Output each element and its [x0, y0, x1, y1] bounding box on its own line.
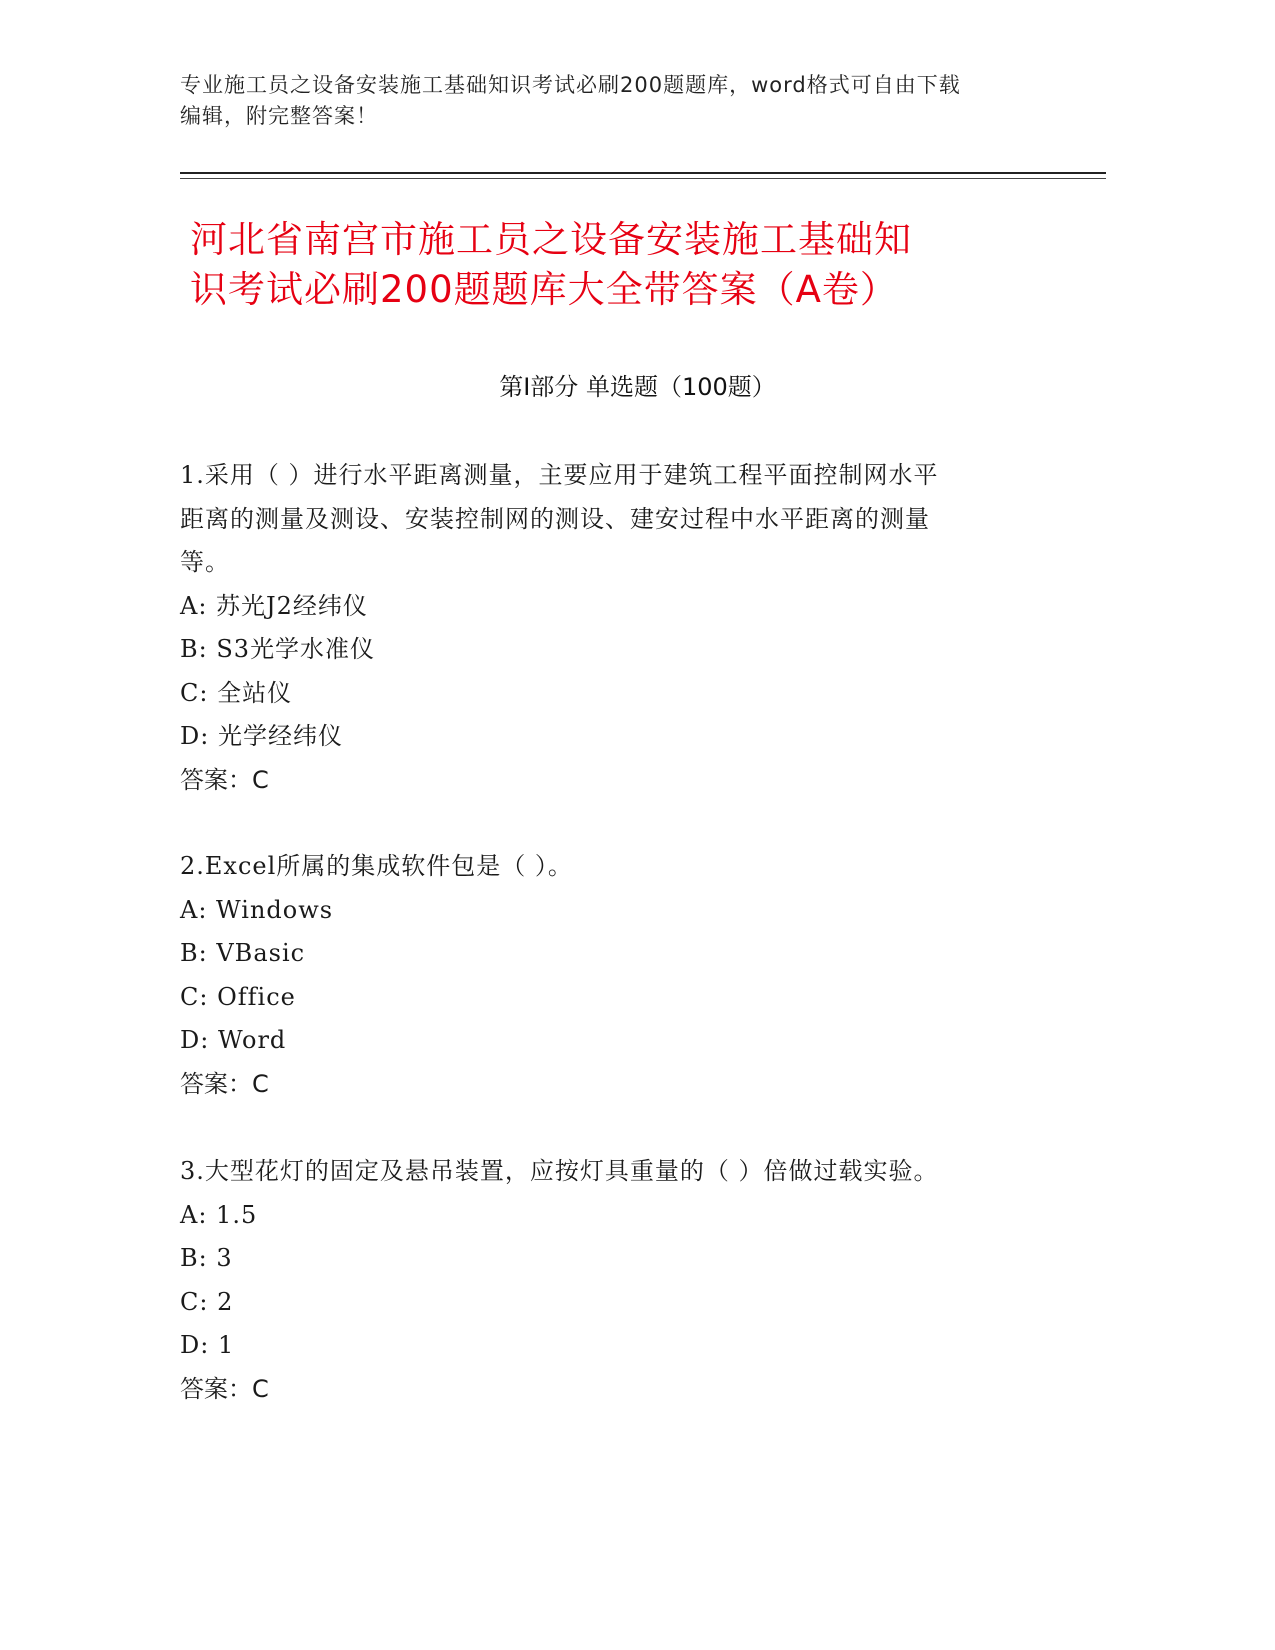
question-2-option-a: A: Windows [180, 895, 334, 924]
page-title-line-2: 识考试必刷200题题库大全带答案（A卷） [190, 268, 898, 311]
header-divider-thick [180, 172, 1106, 174]
question-2-option-d: D: Word [180, 1026, 287, 1054]
question-1-option-c: C: 全站仪 [180, 678, 293, 707]
question-1-option-b: B: S3光学水准仪 [180, 635, 376, 663]
section-title: 第Ⅰ部分 单选题（100题） [499, 373, 776, 401]
question-1-option-d: D: 光学经纬仪 [180, 722, 343, 750]
question-3 [180, 1150, 1040, 1411]
question-2-stem-line-1: 2.Excel所属的集成软件包是（ ）。 [180, 852, 573, 880]
question-1-answer: 答案：C [180, 765, 269, 794]
question-3-stem-line-1: 3.大型花灯的固定及悬吊装置，应按灯具重量的（ ）倍做过载实验。 [180, 1157, 939, 1185]
question-3-option-a: A: 1.5 [180, 1200, 258, 1229]
question-3-option-c: C: 2 [180, 1287, 234, 1316]
question-1-stem-line-1: 1.采用（ ）进行水平距离测量，主要应用于建筑工程平面控制网水平 [180, 461, 939, 489]
question-2-option-b: B: VBasic [180, 939, 306, 967]
header-divider-thin [180, 178, 1106, 179]
question-1-stem-line-3: 等。 [180, 548, 230, 576]
question-3-answer: 答案：C [180, 1374, 269, 1403]
question-2-option-c: C: Office [180, 982, 296, 1011]
header-note-line-1: 专业施工员之设备安装施工基础知识考试必刷200题题库，word格式可自由下载 [180, 73, 961, 97]
question-1-option-a: A: 苏光J2经纬仪 [180, 591, 368, 620]
question-3-option-d: D: 1 [180, 1331, 235, 1359]
header-note [180, 70, 1040, 132]
question-1-stem-line-2: 距离的测量及测设、安装控制网的测设、建安过程中水平距离的测量 [180, 504, 930, 533]
page-title-line-1: 河北省南宫市施工员之设备安装施工基础知 [190, 218, 912, 261]
question-3-option-b: B: 3 [180, 1244, 233, 1272]
question-1 [180, 454, 1040, 802]
header-note-line-2: 编辑，附完整答案！ [180, 104, 378, 128]
question-2-answer: 答案：C [180, 1069, 269, 1098]
page-title [190, 215, 1060, 315]
question-2 [180, 845, 1040, 1106]
